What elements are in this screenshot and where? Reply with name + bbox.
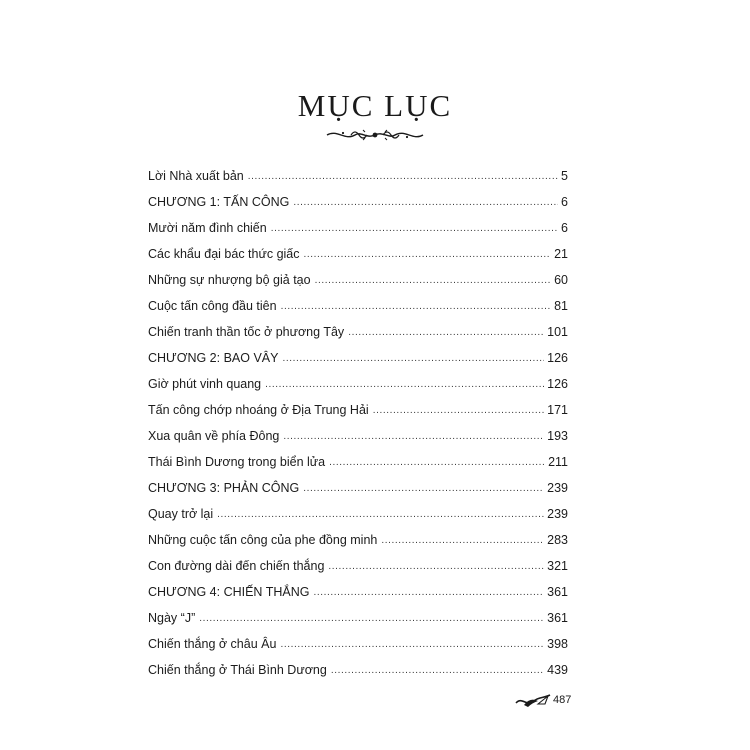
toc-entry-title: Lời Nhà xuất bản bbox=[148, 169, 244, 183]
toc-entry bbox=[148, 190, 568, 210]
toc-entry bbox=[148, 268, 568, 288]
toc-entry bbox=[148, 242, 568, 262]
toc-entry bbox=[148, 606, 568, 626]
dot-leader bbox=[248, 170, 558, 184]
toc-entry bbox=[148, 424, 568, 444]
toc-entry-page: 193 bbox=[547, 429, 568, 443]
toc-entry-page: 211 bbox=[548, 455, 568, 469]
dot-leader bbox=[280, 638, 544, 652]
toc-entry-page: 398 bbox=[547, 637, 568, 651]
toc-entry-page: 81 bbox=[554, 299, 568, 313]
toc-entry-page: 5 bbox=[561, 169, 568, 183]
page-number: 487 bbox=[553, 694, 572, 706]
toc-entry-page: 283 bbox=[547, 533, 568, 547]
toc-entry bbox=[148, 528, 568, 548]
toc-entry-page: 126 bbox=[547, 377, 568, 391]
toc-entry-page: 101 bbox=[547, 325, 568, 339]
toc-entry-page: 60 bbox=[554, 273, 568, 287]
dot-leader bbox=[283, 430, 544, 444]
toc-entry bbox=[148, 658, 568, 678]
toc-entry-title: Con đường dài đến chiến thắng bbox=[148, 559, 325, 573]
toc-entry-title: Các khẩu đại bác thức giấc bbox=[148, 247, 300, 261]
dot-leader bbox=[373, 404, 544, 418]
toc-entry bbox=[148, 450, 568, 470]
toc-entry-title: Những sự nhượng bộ giả tạo bbox=[148, 273, 311, 287]
toc-entry bbox=[148, 476, 568, 496]
dot-leader bbox=[199, 612, 544, 626]
toc-entry bbox=[148, 320, 568, 340]
toc-entry-page: 439 bbox=[547, 663, 568, 677]
toc-entry-page: 361 bbox=[547, 585, 568, 599]
toc-entry-page: 126 bbox=[547, 351, 568, 365]
toc-entry-page: 21 bbox=[554, 247, 568, 261]
dot-leader bbox=[329, 456, 545, 470]
toc-entry-title: Giờ phút vinh quang bbox=[148, 377, 262, 391]
toc-entry-title: CHƯƠNG 2: BAO VÂY bbox=[148, 351, 279, 365]
toc-entry bbox=[148, 580, 568, 600]
dot-leader bbox=[348, 326, 544, 340]
toc-entry bbox=[148, 502, 568, 522]
toc-entry-title: Xua quân về phía Đông bbox=[148, 429, 280, 443]
toc-entry bbox=[148, 294, 568, 314]
toc-entry-title: Những cuộc tấn công của phe đồng minh bbox=[148, 533, 378, 547]
toc-entry-title: Tấn công chớp nhoáng ở Địa Trung Hải bbox=[148, 403, 369, 417]
dot-leader bbox=[381, 534, 544, 548]
dot-leader bbox=[271, 222, 558, 236]
toc-entry-title: Thái Bình Dương trong biển lửa bbox=[148, 455, 326, 469]
toc-entry-title: Mười năm đình chiến bbox=[148, 221, 267, 235]
toc-entry-page: 321 bbox=[547, 559, 568, 573]
toc-entry bbox=[148, 632, 568, 652]
dot-leader bbox=[331, 664, 544, 678]
toc-entry-title: Chiến thắng ở Thái Bình Dương bbox=[148, 663, 327, 677]
toc-entry-page: 239 bbox=[547, 481, 568, 495]
toc-entry bbox=[148, 554, 568, 574]
table-of-contents bbox=[148, 0, 568, 750]
toc-entry-title: CHƯƠNG 3: PHẢN CÔNG bbox=[148, 481, 300, 495]
dot-leader bbox=[281, 300, 552, 314]
toc-entry-page: 171 bbox=[547, 403, 568, 417]
dot-leader bbox=[265, 378, 544, 392]
page-title: MỤC LỤC bbox=[297, 88, 453, 123]
dot-leader bbox=[282, 352, 544, 366]
toc-entry bbox=[148, 346, 568, 366]
quill-flourish-icon bbox=[514, 692, 556, 710]
toc-entry-page: 239 bbox=[547, 507, 568, 521]
toc-entry bbox=[148, 372, 568, 392]
toc-entry bbox=[148, 164, 568, 184]
dot-leader bbox=[217, 508, 544, 522]
toc-entry-page: 6 bbox=[561, 195, 568, 209]
toc-entry-page: 6 bbox=[561, 221, 568, 235]
dot-leader bbox=[293, 196, 558, 210]
toc-entry-title: Ngày “J” bbox=[148, 611, 196, 625]
toc-entry bbox=[148, 398, 568, 418]
dot-leader bbox=[303, 482, 544, 496]
toc-entry-title: CHƯƠNG 1: TẤN CÔNG bbox=[148, 195, 290, 209]
toc-entry-page: 361 bbox=[547, 611, 568, 625]
dot-leader bbox=[328, 560, 544, 574]
dot-leader bbox=[315, 274, 552, 288]
toc-entry-title: CHƯƠNG 4: CHIẾN THẮNG bbox=[148, 585, 310, 599]
dot-leader bbox=[304, 248, 552, 262]
toc-entry-title: Chiến tranh thần tốc ở phương Tây bbox=[148, 325, 345, 339]
toc-entry-title: Cuộc tấn công đầu tiên bbox=[148, 299, 277, 313]
toc-entry-title: Quay trở lại bbox=[148, 507, 214, 521]
dot-leader bbox=[313, 586, 544, 600]
toc-entry-title: Chiến thắng ở châu Âu bbox=[148, 637, 277, 651]
toc-entry bbox=[148, 216, 568, 236]
